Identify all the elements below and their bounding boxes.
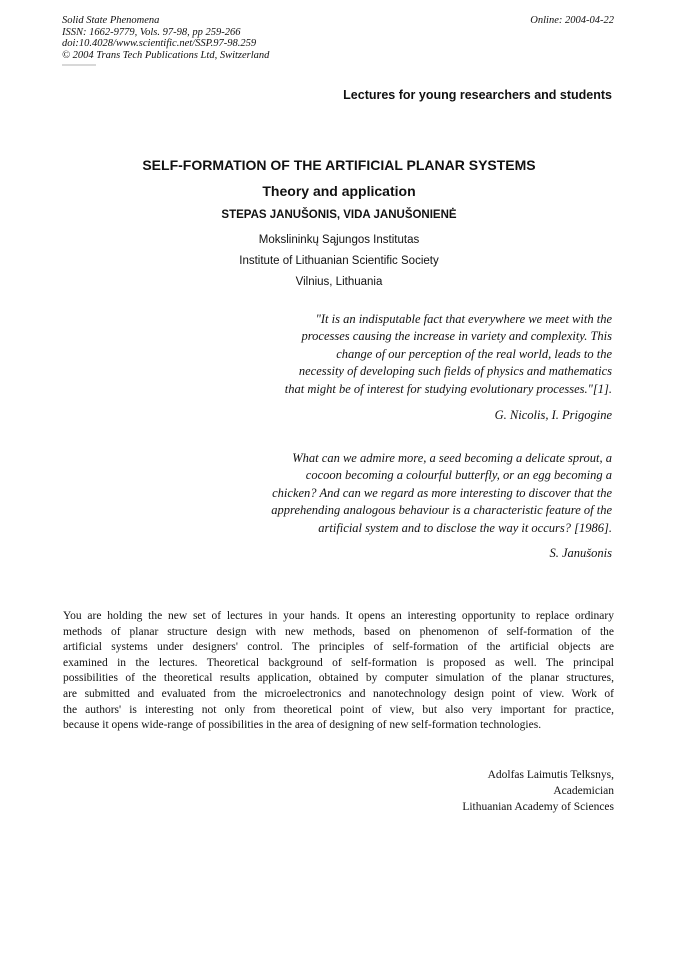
epigraph-attribution: G. Nicolis, I. Prigogine <box>494 408 612 422</box>
issn-line: ISSN: 1662-9779, Vols. 97-98, pp 259-266 <box>62 26 241 38</box>
epigraph-quote <box>271 450 612 537</box>
signer-name: Adolfas Laimutis Telksnys, <box>487 769 614 781</box>
header-cut-line <box>62 61 122 66</box>
foreword-paragraph <box>63 609 614 734</box>
epigraph-line: What can we admire more, a seed becoming a delicate sprout, a <box>292 451 612 465</box>
epigraph-line: change of our perception of the real world, leads to the <box>336 346 612 361</box>
epigraph-line: chicken? And can we regard as more interesting to discover that the <box>272 485 612 500</box>
journal-name: Solid State Phenomena <box>62 15 160 26</box>
paragraph-line: examined in the lectures. Theoretical background of self-formation is proposed as well. The principal <box>63 656 614 669</box>
epigraph-line: apprehending analogous behaviour is a characteristic feature of the <box>271 503 612 518</box>
epigraph-line: that might be of interest for studying evolutionary processes."[1]. <box>284 381 612 396</box>
epigraph-line: necessity of developing such fields of physics and mathematics <box>298 364 612 379</box>
epigraph-line: processes causing the increase in variety and complexity. This <box>301 329 612 344</box>
epigraph-line: artificial system and to disclose the way it occurs? [1986]. <box>318 520 612 535</box>
affiliation-line: Vilnius, Lithuania <box>295 276 383 288</box>
paragraph-line: the authors' is interesting not only from theoretical point of view, but also very important for practice, <box>63 703 614 716</box>
author-names: STEPAS JANUŠONIS, VIDA JANUŠONIENĖ <box>221 209 457 221</box>
online-date: Online: 2004-04-22 <box>530 15 614 26</box>
paper-subtitle: Theory and application <box>262 183 416 199</box>
doi-line: doi:10.4028/www.scientific.net/SSP.97-98.259 <box>62 38 257 50</box>
epigraph-line: "It is an indisputable fact that everywhere we meet with the <box>315 312 612 326</box>
paragraph-line: artificial systems under designers' control. The principles of self-formation of the artificial objects are <box>63 641 614 654</box>
paragraph-line: You are holding the new set of lectures in your hands. It opens an interesting opportunity to replace ordinary <box>63 610 614 622</box>
epigraph-line: cocoon becoming a colourful butterfly, or an egg becoming a <box>305 468 612 483</box>
paper-title: SELF-FORMATION OF THE ARTIFICIAL PLANAR SYSTEMS <box>142 157 536 173</box>
signer-title: Academician <box>553 785 614 797</box>
series-title: Lectures for young researchers and students <box>343 88 612 102</box>
paragraph-line: possibilities of the theoretical results application, obtained by computer simulation of the planar structures, <box>63 672 614 685</box>
paragraph-line: because it opens wide-range of possibilities in the area of designing of new self-formation technologies. <box>63 719 542 732</box>
affiliation-line: Mokslininkų Sąjungos Institutas <box>258 234 420 246</box>
journal-header <box>62 15 269 61</box>
signer-institution: Lithuanian Academy of Sciences <box>462 801 614 813</box>
paragraph-line: are submitted and evaluated from the microelectronics and nanotechnology design point of view. Work of <box>63 687 614 700</box>
copyright-line: © 2004 Trans Tech Publications Ltd, Switzerland <box>62 49 270 61</box>
foreword-signature <box>462 767 614 815</box>
epigraph-attribution: S. Janušonis <box>549 546 612 560</box>
paragraph-line: methods of planar structure design with new methods, based on phenomenon of self-formation of the <box>63 625 614 638</box>
epigraph-quote <box>285 311 612 398</box>
affiliation-line: Institute of Lithuanian Scientific Society <box>239 255 439 267</box>
